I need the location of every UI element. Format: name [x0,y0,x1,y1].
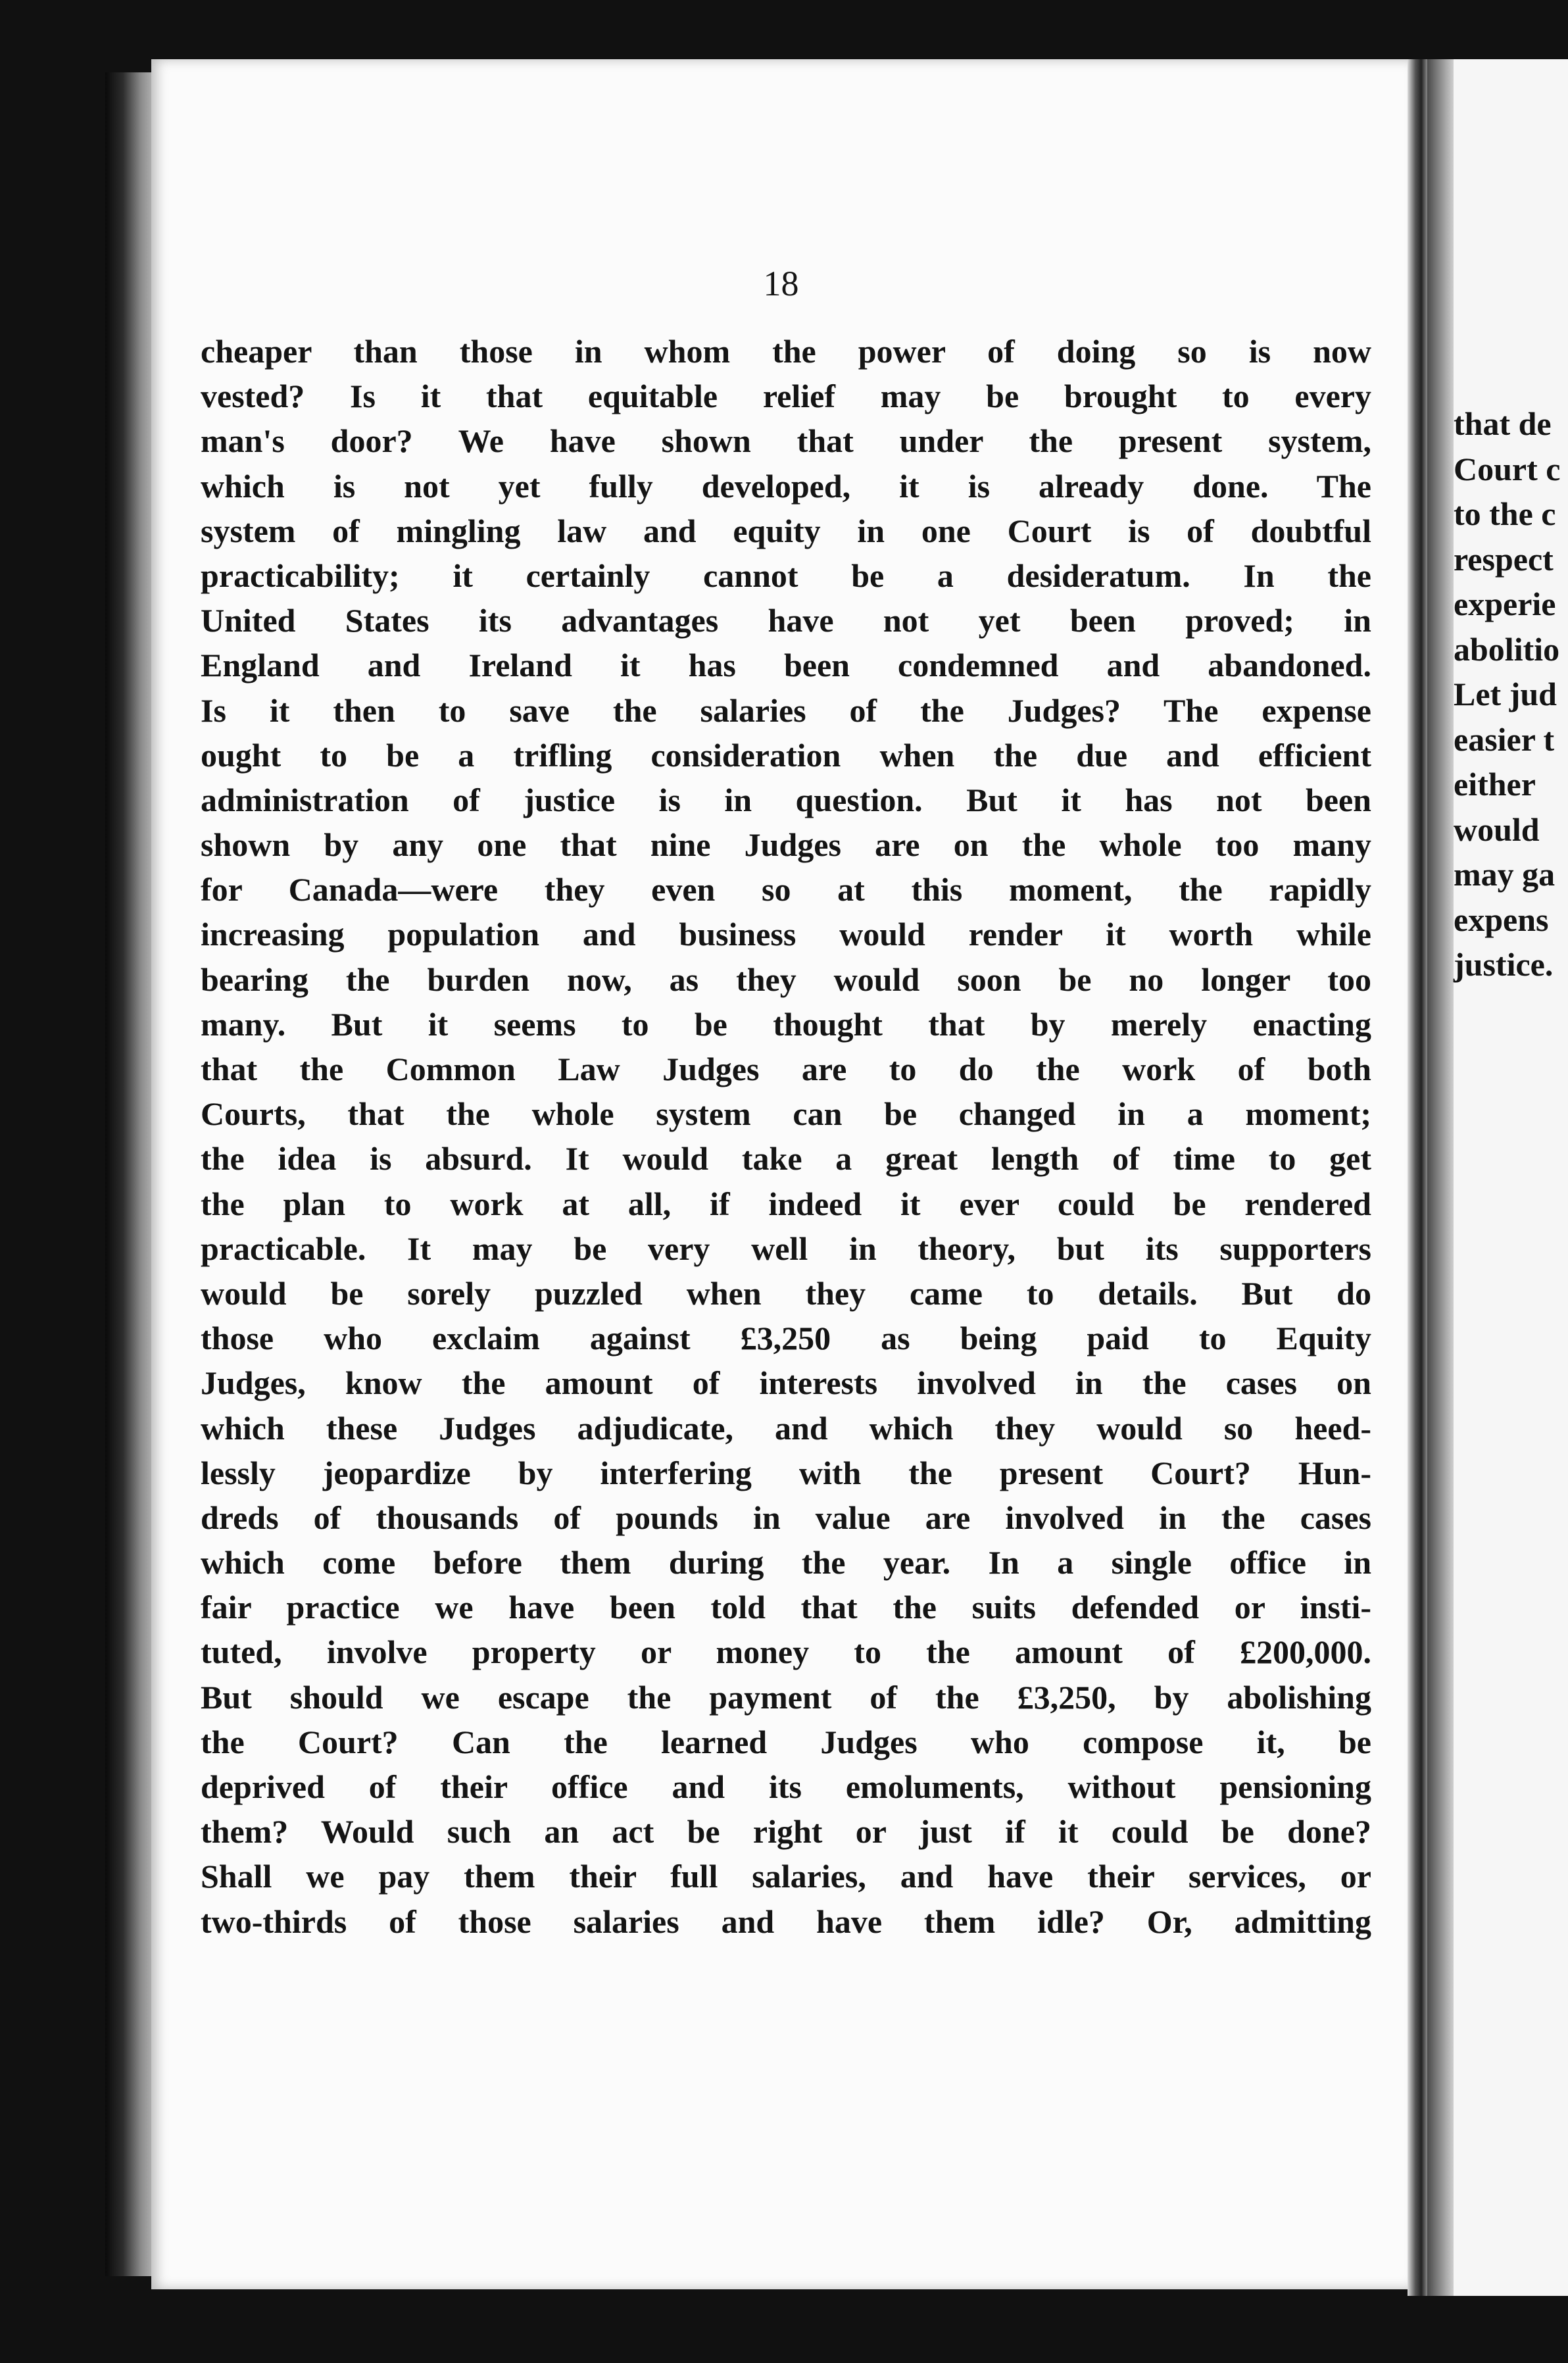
text-line: Courts, that the whole system can be changed in a moment; [201,1095,1371,1133]
text-line: administration of justice is in question. But it has not been [201,781,1371,818]
text-line: Judges, know the amount of interests involved in the cases on [201,1364,1371,1402]
text-line: bearing the burden now, as they would soon be no longer too [201,960,1371,998]
text-line: cheaper than those in whom the power of doing so is now [201,333,1371,370]
text-line: two-thirds of those salaries and have them idle? Or, admitting [201,1903,1371,1940]
text-line: deprived of their office and its emoluments, without pensioning [201,1768,1371,1805]
facing-page [1427,59,1568,2296]
body-text [201,329,1371,1944]
text-line: vested? Is it that equitable relief may be brought to every [201,378,1371,415]
text-line: which come before them during the year. In a single office in [201,1544,1371,1581]
text-line: them? Would such an act be right or just if it could be done? [201,1813,1371,1851]
text-line: shown by any one that nine Judges are on the whole too many [201,826,1371,864]
facing-text-line: would [1454,810,1540,848]
facing-text-line: Court c [1454,450,1561,487]
text-line: for Canada—were they even so at this moment, the rapidly [201,871,1371,908]
text-line: Is it then to save the salaries of the Judges? The expense [201,691,1371,729]
text-line: England and Ireland it has been condemned and abandoned. [201,647,1371,684]
facing-text-line: respect [1454,540,1554,578]
text-line: practicability; it certainly cannot be a desideratum. In the [201,557,1371,594]
facing-text-line: Let jud [1454,676,1557,712]
text-line: practicable. It may be very well in theory, but its supporters [201,1230,1371,1267]
text-line: the idea is absurd. It would take a great length of time to get [201,1140,1371,1178]
text-line: would be sorely puzzled when they came to details. But do [201,1274,1371,1312]
facing-text-line: easier t [1454,720,1555,758]
page-gutter [1408,59,1427,2296]
facing-page-shadow [1427,59,1454,2296]
text-line: dreds of thousands of pounds in value are involved in the cases [201,1499,1371,1536]
facing-text-line: that de [1454,405,1552,442]
facing-text-line: abolitio [1454,630,1560,668]
text-line: increasing population and business would render it worth while [201,916,1371,953]
text-line: tuted, involve property or money to the amount of £200,000. [201,1633,1371,1671]
text-line: fair practice we have been told that the suits defended or insti- [201,1589,1371,1626]
text-line: lessly jeopardize by interfering with the present Court? Hun- [201,1454,1371,1491]
facing-text-line: either [1454,766,1536,803]
facing-text-line: experie [1454,585,1556,622]
text-line: system of mingling law and equity in one Court is of doubtful [201,512,1371,549]
text-line: But should we escape the payment of the £3,250, by abolishing [201,1678,1371,1716]
text-line: which these Judges adjudicate, and which they would so heed- [201,1409,1371,1447]
text-line: ought to be a trifling consideration when the due and efficient [201,736,1371,774]
text-line: the plan to work at all, if indeed it ever could be rendered [201,1185,1371,1222]
text-line: those who exclaim against £3,250 as being paid to Equity [201,1320,1371,1357]
text-line: which is not yet fully developed, it is already done. The [201,467,1371,505]
facing-text-line: to the c [1454,495,1556,532]
text-line: United States its advantages have not yet been proved; in [201,602,1371,639]
text-line: the Court? Can the learned Judges who compose it, be [201,1723,1371,1760]
text-line: that the Common Law Judges are to do the work of both [201,1051,1371,1087]
facing-text-line: may ga [1454,856,1556,893]
facing-text-line: justice. [1454,946,1554,983]
text-line: Shall we pay them their full salaries, and have their services, or [201,1858,1371,1895]
facing-page-text [1454,401,1560,987]
facing-text-line: expens [1454,901,1549,938]
page-number: 18 [763,264,799,303]
text-line: many. But it seems to be thought that by merely enacting [201,1005,1371,1043]
text-line: man's door? We have shown that under the present system, [201,422,1371,460]
